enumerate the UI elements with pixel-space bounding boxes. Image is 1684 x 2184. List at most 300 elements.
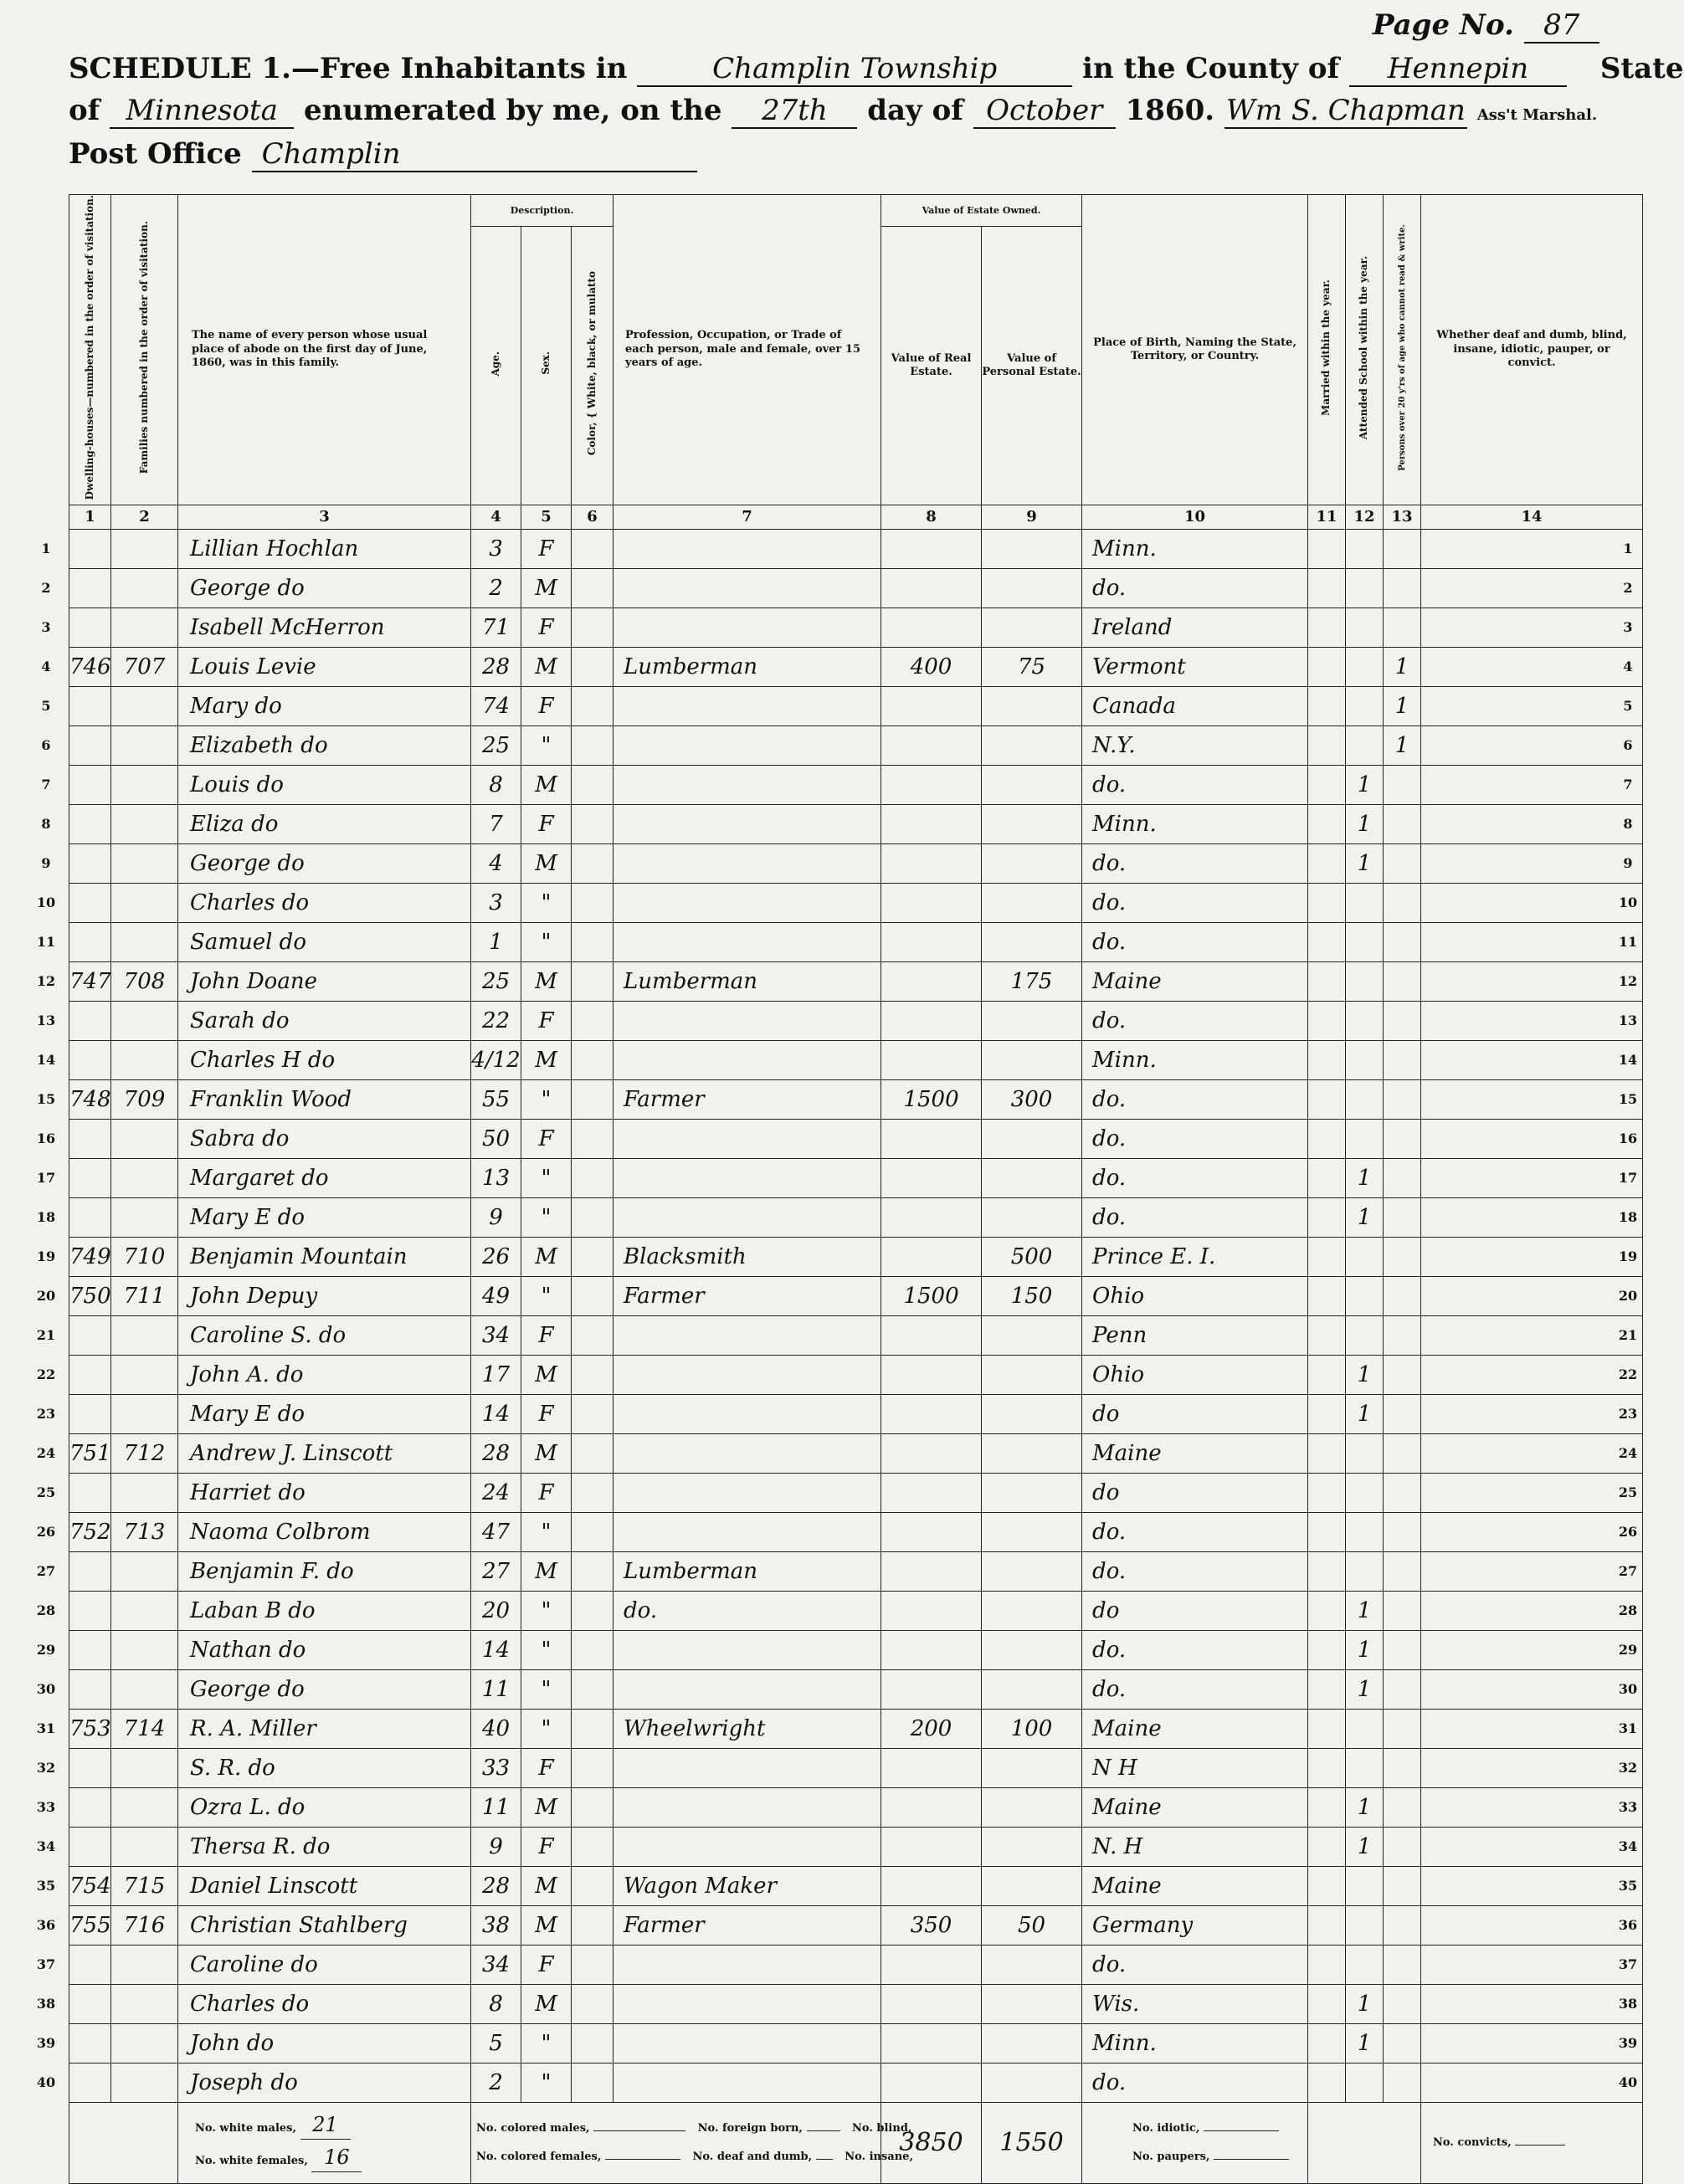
school-cell bbox=[1346, 1945, 1384, 1984]
age-cell: 4/12 bbox=[471, 1040, 521, 1079]
column-number-row bbox=[69, 505, 1643, 529]
birthplace-cell: Penn bbox=[1082, 1315, 1308, 1355]
occupation-cell bbox=[614, 1040, 881, 1079]
color-cell bbox=[572, 1512, 614, 1551]
color-cell bbox=[572, 1433, 614, 1473]
table-row bbox=[69, 1748, 1643, 1787]
line-number: 27 bbox=[36, 1562, 56, 1579]
col-personal-estate-header: Value of Personal Estate. bbox=[982, 227, 1082, 505]
condition-cell bbox=[1421, 1630, 1643, 1669]
dwelling-cell: 746 bbox=[69, 647, 111, 686]
occupation-cell bbox=[614, 1827, 881, 1866]
condition-cell bbox=[1421, 647, 1643, 686]
married-cell bbox=[1308, 804, 1346, 843]
color-cell bbox=[572, 1827, 614, 1866]
personal-estate-cell bbox=[982, 765, 1082, 804]
school-cell bbox=[1346, 1119, 1384, 1158]
month-field: October bbox=[973, 94, 1116, 129]
dwelling-cell: 750 bbox=[69, 1276, 111, 1315]
personal-estate-cell bbox=[982, 686, 1082, 725]
occupation-cell bbox=[614, 1748, 881, 1787]
line-number: 21 bbox=[1618, 1326, 1638, 1343]
dwelling-cell bbox=[69, 1158, 111, 1197]
personal-estate-cell bbox=[982, 1433, 1082, 1473]
occupation-cell bbox=[614, 1158, 881, 1197]
name-cell: Laban B do bbox=[178, 1591, 471, 1630]
dwelling-cell bbox=[69, 1119, 111, 1158]
line-number: 9 bbox=[1623, 854, 1633, 871]
married-cell bbox=[1308, 1001, 1346, 1040]
occupation-cell: Farmer bbox=[614, 1276, 881, 1315]
real-estate-cell bbox=[881, 883, 982, 922]
personal-estate-cell: 500 bbox=[982, 1237, 1082, 1276]
county-field: Hennepin bbox=[1349, 52, 1567, 87]
line-number: 20 bbox=[1618, 1287, 1638, 1304]
school-cell bbox=[1346, 608, 1384, 647]
occupation-cell bbox=[614, 529, 881, 568]
table-row bbox=[69, 1551, 1643, 1591]
illiterate-cell bbox=[1384, 608, 1421, 647]
line-number: 22 bbox=[36, 1366, 56, 1382]
illiterate-cell bbox=[1384, 843, 1421, 883]
line-number: 27 bbox=[1618, 1562, 1638, 1579]
line-number: 35 bbox=[36, 1877, 56, 1894]
family-cell bbox=[111, 1001, 178, 1040]
illiterate-cell bbox=[1384, 1512, 1421, 1551]
line-number: 26 bbox=[1618, 1523, 1638, 1540]
personal-estate-cell bbox=[982, 725, 1082, 765]
condition-cell bbox=[1421, 1197, 1643, 1237]
birthplace-cell: do bbox=[1082, 1473, 1308, 1512]
personal-estate-cell bbox=[982, 1945, 1082, 1984]
color-cell bbox=[572, 608, 614, 647]
condition-cell bbox=[1421, 1315, 1643, 1355]
birthplace-cell: do. bbox=[1082, 1551, 1308, 1591]
condition-cell bbox=[1421, 804, 1643, 843]
illiterate-cell bbox=[1384, 1827, 1421, 1866]
birthplace-cell: Germany bbox=[1082, 1905, 1308, 1945]
line-number: 20 bbox=[36, 1287, 56, 1304]
dwelling-cell bbox=[69, 1984, 111, 2023]
school-cell: 1 bbox=[1346, 765, 1384, 804]
age-cell: 13 bbox=[471, 1158, 521, 1197]
header-line-1 bbox=[69, 52, 1684, 87]
col-sex-header: Sex. bbox=[521, 227, 572, 505]
page-number-value: 87 bbox=[1524, 8, 1599, 44]
real-estate-cell bbox=[881, 1197, 982, 1237]
col-number: 2 bbox=[111, 505, 178, 529]
illiterate-cell bbox=[1384, 1119, 1421, 1158]
color-cell bbox=[572, 1237, 614, 1276]
dwelling-cell bbox=[69, 2023, 111, 2063]
age-cell: 9 bbox=[471, 1197, 521, 1237]
sex-cell: M bbox=[521, 568, 572, 608]
sex-cell: " bbox=[521, 1197, 572, 1237]
line-number: 5 bbox=[1623, 697, 1633, 714]
occupation-cell: Blacksmith bbox=[614, 1237, 881, 1276]
name-cell: Elizabeth do bbox=[178, 725, 471, 765]
table-row bbox=[69, 2023, 1643, 2063]
line-number: 13 bbox=[1618, 1012, 1638, 1028]
sex-cell: " bbox=[521, 922, 572, 961]
illiterate-cell bbox=[1384, 922, 1421, 961]
married-cell bbox=[1308, 1276, 1346, 1315]
condition-cell bbox=[1421, 1394, 1643, 1433]
summary-row bbox=[69, 2102, 1643, 2183]
school-cell bbox=[1346, 1473, 1384, 1512]
illiterate-cell bbox=[1384, 1315, 1421, 1355]
line-number: 11 bbox=[1618, 933, 1638, 950]
age-cell: 8 bbox=[471, 765, 521, 804]
personal-estate-cell bbox=[982, 883, 1082, 922]
age-cell: 17 bbox=[471, 1355, 521, 1394]
real-estate-cell bbox=[881, 843, 982, 883]
line-number: 30 bbox=[1618, 1680, 1638, 1697]
line-number: 2 bbox=[41, 579, 51, 596]
occupation-cell bbox=[614, 686, 881, 725]
marshal-field: Wm S. Chapman bbox=[1225, 94, 1466, 127]
personal-estate-cell bbox=[982, 922, 1082, 961]
birthplace-cell: N H bbox=[1082, 1748, 1308, 1787]
line-number: 28 bbox=[36, 1602, 56, 1618]
illiterate-cell bbox=[1384, 1433, 1421, 1473]
school-cell bbox=[1346, 922, 1384, 961]
family-cell: 711 bbox=[111, 1276, 178, 1315]
name-cell: John Depuy bbox=[178, 1276, 471, 1315]
birthplace-cell: Maine bbox=[1082, 1787, 1308, 1827]
dwelling-cell bbox=[69, 1630, 111, 1669]
personal-estate-cell bbox=[982, 1630, 1082, 1669]
sex-cell: M bbox=[521, 1905, 572, 1945]
family-cell: 713 bbox=[111, 1512, 178, 1551]
personal-estate-cell bbox=[982, 804, 1082, 843]
personal-estate-cell: 75 bbox=[982, 647, 1082, 686]
color-cell bbox=[572, 765, 614, 804]
dwelling-cell: 748 bbox=[69, 1079, 111, 1119]
real-estate-cell bbox=[881, 1001, 982, 1040]
col-number: 8 bbox=[881, 505, 982, 529]
sex-cell: " bbox=[521, 1709, 572, 1748]
table-row bbox=[69, 843, 1643, 883]
personal-estate-cell bbox=[982, 1669, 1082, 1709]
sex-cell: " bbox=[521, 883, 572, 922]
condition-cell bbox=[1421, 961, 1643, 1001]
school-cell bbox=[1346, 1276, 1384, 1315]
married-cell bbox=[1308, 2023, 1346, 2063]
dwelling-cell bbox=[69, 1040, 111, 1079]
illiterate-cell: 1 bbox=[1384, 686, 1421, 725]
birthplace-cell: do. bbox=[1082, 1669, 1308, 1709]
condition-cell bbox=[1421, 1591, 1643, 1630]
real-estate-cell bbox=[881, 1355, 982, 1394]
sex-cell: M bbox=[521, 1984, 572, 2023]
line-number: 39 bbox=[36, 2034, 56, 2051]
real-estate-cell: 350 bbox=[881, 1905, 982, 1945]
name-cell: Harriet do bbox=[178, 1473, 471, 1512]
age-cell: 20 bbox=[471, 1591, 521, 1630]
sex-cell: M bbox=[521, 843, 572, 883]
family-cell bbox=[111, 1591, 178, 1630]
family-cell: 707 bbox=[111, 647, 178, 686]
age-cell: 7 bbox=[471, 804, 521, 843]
name-cell: Mary E do bbox=[178, 1394, 471, 1433]
school-cell: 1 bbox=[1346, 1630, 1384, 1669]
dwelling-cell bbox=[69, 686, 111, 725]
age-cell: 50 bbox=[471, 1119, 521, 1158]
summary-convicts: No. convicts, bbox=[1421, 2102, 1643, 2183]
condition-cell bbox=[1421, 765, 1643, 804]
col-married-header: Married within the year. bbox=[1308, 195, 1346, 505]
married-cell bbox=[1308, 529, 1346, 568]
occupation-cell: Lumberman bbox=[614, 647, 881, 686]
color-cell bbox=[572, 725, 614, 765]
color-cell bbox=[572, 2063, 614, 2102]
personal-estate-cell bbox=[982, 1158, 1082, 1197]
sex-cell: F bbox=[521, 608, 572, 647]
dwelling-cell bbox=[69, 1394, 111, 1433]
age-cell: 26 bbox=[471, 1237, 521, 1276]
name-cell: Ozra L. do bbox=[178, 1787, 471, 1827]
dwelling-cell: 752 bbox=[69, 1512, 111, 1551]
illiterate-cell bbox=[1384, 1551, 1421, 1591]
school-cell bbox=[1346, 1866, 1384, 1905]
real-estate-total: 3850 bbox=[881, 2102, 982, 2183]
family-cell bbox=[111, 1984, 178, 2023]
illiterate-cell bbox=[1384, 765, 1421, 804]
census-table bbox=[69, 194, 1643, 2184]
line-number: 33 bbox=[36, 1798, 56, 1815]
col-number: 13 bbox=[1384, 505, 1421, 529]
dwelling-cell: 747 bbox=[69, 961, 111, 1001]
illiterate-cell bbox=[1384, 1079, 1421, 1119]
sex-cell: F bbox=[521, 1394, 572, 1433]
county-label: in the County of bbox=[1082, 52, 1340, 85]
school-cell: 1 bbox=[1346, 1669, 1384, 1709]
age-cell: 2 bbox=[471, 568, 521, 608]
name-cell: John A. do bbox=[178, 1355, 471, 1394]
age-cell: 34 bbox=[471, 1315, 521, 1355]
table-row bbox=[69, 608, 1643, 647]
family-cell bbox=[111, 1945, 178, 1984]
occupation-cell bbox=[614, 725, 881, 765]
real-estate-cell bbox=[881, 1787, 982, 1827]
married-cell bbox=[1308, 1709, 1346, 1748]
line-number: 19 bbox=[36, 1248, 56, 1264]
illiterate-cell bbox=[1384, 1787, 1421, 1827]
real-estate-cell bbox=[881, 1158, 982, 1197]
col-number: 7 bbox=[614, 505, 881, 529]
sex-cell: F bbox=[521, 1001, 572, 1040]
color-cell bbox=[572, 883, 614, 922]
illiterate-cell bbox=[1384, 1276, 1421, 1315]
personal-estate-cell bbox=[982, 1866, 1082, 1905]
illiterate-cell bbox=[1384, 1945, 1421, 1984]
sex-cell: M bbox=[521, 1433, 572, 1473]
condition-cell bbox=[1421, 1984, 1643, 2023]
line-number: 22 bbox=[1618, 1366, 1638, 1382]
birthplace-cell: Minn. bbox=[1082, 804, 1308, 843]
line-number: 17 bbox=[1618, 1169, 1638, 1186]
real-estate-cell bbox=[881, 1433, 982, 1473]
illiterate-cell bbox=[1384, 2023, 1421, 2063]
color-cell bbox=[572, 1630, 614, 1669]
sex-cell: F bbox=[521, 1473, 572, 1512]
col-real-estate-header: Value of Real Estate. bbox=[881, 227, 982, 505]
line-number: 5 bbox=[41, 697, 51, 714]
condition-cell bbox=[1421, 1866, 1643, 1905]
dwelling-cell bbox=[69, 1315, 111, 1355]
age-cell: 25 bbox=[471, 725, 521, 765]
birthplace-cell: do. bbox=[1082, 1119, 1308, 1158]
condition-cell bbox=[1421, 1276, 1643, 1315]
sex-cell: F bbox=[521, 686, 572, 725]
color-cell bbox=[572, 1197, 614, 1237]
condition-cell bbox=[1421, 686, 1643, 725]
married-cell bbox=[1308, 1748, 1346, 1787]
real-estate-cell bbox=[881, 608, 982, 647]
family-cell bbox=[111, 1551, 178, 1591]
family-cell bbox=[111, 1787, 178, 1827]
name-cell: Thersa R. do bbox=[178, 1827, 471, 1866]
age-cell: 14 bbox=[471, 1630, 521, 1669]
personal-estate-total: 1550 bbox=[982, 2102, 1082, 2183]
personal-estate-cell bbox=[982, 1591, 1082, 1630]
birthplace-cell: do. bbox=[1082, 2063, 1308, 2102]
dwelling-cell bbox=[69, 608, 111, 647]
school-cell bbox=[1346, 529, 1384, 568]
dwelling-cell bbox=[69, 1001, 111, 1040]
real-estate-cell bbox=[881, 1237, 982, 1276]
line-number: 18 bbox=[1618, 1208, 1638, 1225]
line-number: 38 bbox=[36, 1995, 56, 2012]
school-cell bbox=[1346, 1237, 1384, 1276]
real-estate-cell bbox=[881, 1827, 982, 1866]
real-estate-cell bbox=[881, 765, 982, 804]
personal-estate-cell bbox=[982, 568, 1082, 608]
condition-cell bbox=[1421, 1748, 1643, 1787]
birthplace-cell: Vermont bbox=[1082, 647, 1308, 686]
sex-cell: F bbox=[521, 1748, 572, 1787]
township-field: Champlin Township bbox=[637, 52, 1072, 87]
birthplace-cell: Canada bbox=[1082, 686, 1308, 725]
married-cell bbox=[1308, 922, 1346, 961]
family-cell bbox=[111, 1669, 178, 1709]
family-cell bbox=[111, 1158, 178, 1197]
personal-estate-cell bbox=[982, 843, 1082, 883]
personal-estate-cell bbox=[982, 1512, 1082, 1551]
color-cell bbox=[572, 1984, 614, 2023]
personal-estate-cell bbox=[982, 1119, 1082, 1158]
illiterate-cell bbox=[1384, 1630, 1421, 1669]
line-number: 13 bbox=[36, 1012, 56, 1028]
birthplace-cell: Minn. bbox=[1082, 1040, 1308, 1079]
illiterate-cell bbox=[1384, 1748, 1421, 1787]
name-cell: George do bbox=[178, 568, 471, 608]
white-females-count: 16 bbox=[311, 2143, 362, 2172]
birthplace-cell: N.Y. bbox=[1082, 725, 1308, 765]
occupation-cell: do. bbox=[614, 1591, 881, 1630]
birthplace-cell: Ohio bbox=[1082, 1355, 1308, 1394]
dwelling-cell bbox=[69, 529, 111, 568]
year-label: 1860. bbox=[1125, 94, 1215, 127]
name-cell: R. A. Miller bbox=[178, 1709, 471, 1748]
personal-estate-cell bbox=[982, 608, 1082, 647]
real-estate-cell bbox=[881, 1866, 982, 1905]
dwelling-cell bbox=[69, 1591, 111, 1630]
line-number: 7 bbox=[1623, 776, 1633, 792]
personal-estate-cell bbox=[982, 1394, 1082, 1433]
name-cell: Samuel do bbox=[178, 922, 471, 961]
white-males-count: 21 bbox=[300, 2110, 351, 2140]
color-cell bbox=[572, 1276, 614, 1315]
summary-colored: No. colored males, No. foreign born, No. blind, No. colored females, No. deaf and dumb, No. insane, bbox=[471, 2102, 881, 2183]
dwelling-cell: 751 bbox=[69, 1433, 111, 1473]
married-cell bbox=[1308, 843, 1346, 883]
line-number: 35 bbox=[1618, 1877, 1638, 1894]
dwelling-cell bbox=[69, 804, 111, 843]
personal-estate-cell bbox=[982, 1787, 1082, 1827]
real-estate-cell: 1500 bbox=[881, 1276, 982, 1315]
personal-estate-cell: 50 bbox=[982, 1905, 1082, 1945]
family-cell bbox=[111, 1473, 178, 1512]
real-estate-cell bbox=[881, 1669, 982, 1709]
col-birthplace-header: Place of Birth, Naming the State, Territory, or Country. bbox=[1082, 195, 1308, 505]
age-cell: 24 bbox=[471, 1473, 521, 1512]
condition-cell bbox=[1421, 1827, 1643, 1866]
family-cell bbox=[111, 1315, 178, 1355]
school-cell: 1 bbox=[1346, 1158, 1384, 1197]
color-cell bbox=[572, 1866, 614, 1905]
table-row bbox=[69, 765, 1643, 804]
table-row bbox=[69, 1512, 1643, 1551]
occupation-cell bbox=[614, 1787, 881, 1827]
age-cell: 49 bbox=[471, 1276, 521, 1315]
color-cell bbox=[572, 1394, 614, 1433]
col-school-header: Attended School within the year. bbox=[1346, 195, 1384, 505]
personal-estate-cell: 300 bbox=[982, 1079, 1082, 1119]
school-cell: 1 bbox=[1346, 1827, 1384, 1866]
married-cell bbox=[1308, 1669, 1346, 1709]
col-number: 11 bbox=[1308, 505, 1346, 529]
married-cell bbox=[1308, 2063, 1346, 2102]
line-number: 36 bbox=[36, 1916, 56, 1933]
dwelling-cell bbox=[69, 725, 111, 765]
condition-cell bbox=[1421, 1119, 1643, 1158]
real-estate-cell bbox=[881, 686, 982, 725]
line-number: 40 bbox=[1618, 2074, 1638, 2090]
family-cell bbox=[111, 568, 178, 608]
color-cell bbox=[572, 1905, 614, 1945]
school-cell bbox=[1346, 1512, 1384, 1551]
real-estate-cell bbox=[881, 1551, 982, 1591]
sex-cell: M bbox=[521, 961, 572, 1001]
birthplace-cell: do. bbox=[1082, 1001, 1308, 1040]
personal-estate-cell bbox=[982, 1315, 1082, 1355]
married-cell bbox=[1308, 1158, 1346, 1197]
family-cell bbox=[111, 843, 178, 883]
school-cell bbox=[1346, 1040, 1384, 1079]
col-number: 12 bbox=[1346, 505, 1384, 529]
age-cell: 25 bbox=[471, 961, 521, 1001]
col-illiterate-header: Persons over 20 y'rs of age who cannot read & write. bbox=[1384, 195, 1421, 505]
dwelling-cell bbox=[69, 843, 111, 883]
age-cell: 1 bbox=[471, 922, 521, 961]
condition-cell bbox=[1421, 922, 1643, 961]
occupation-cell: Farmer bbox=[614, 1079, 881, 1119]
sex-cell: F bbox=[521, 1945, 572, 1984]
col-number: 1 bbox=[69, 505, 111, 529]
married-cell bbox=[1308, 1827, 1346, 1866]
